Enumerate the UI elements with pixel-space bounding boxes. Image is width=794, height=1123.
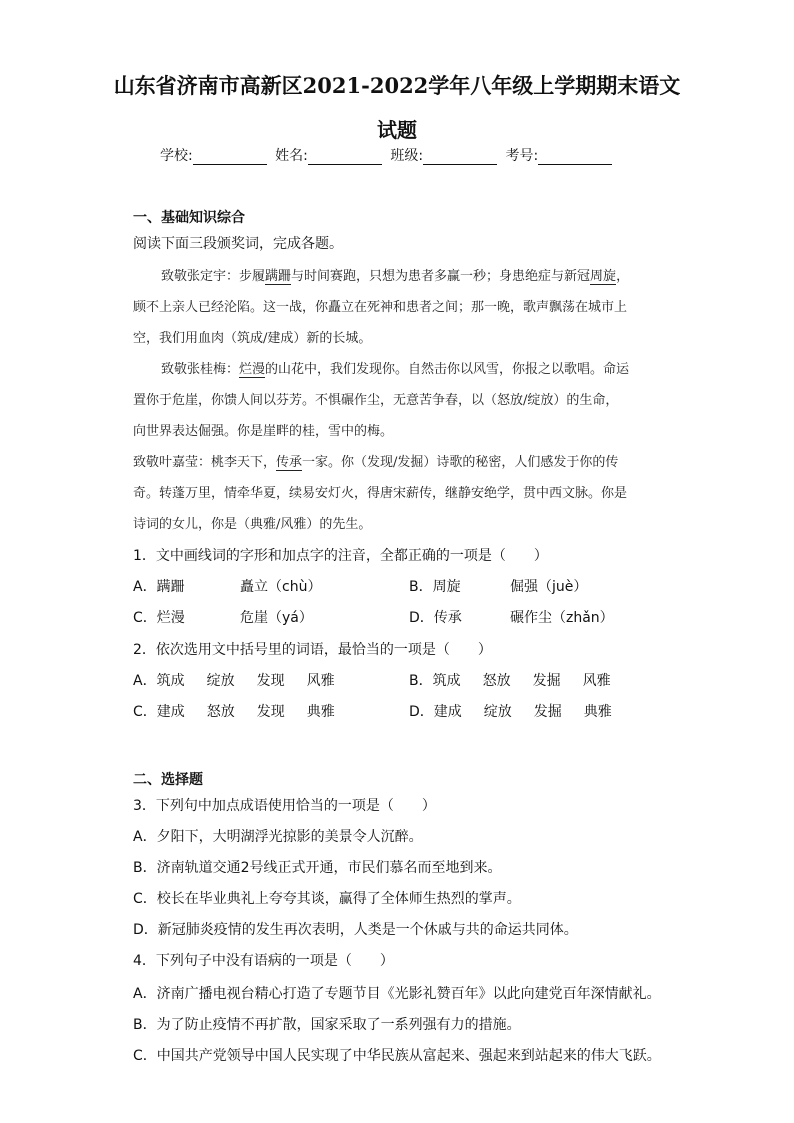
q1-option-c-pinyin: 危崖（yá） — [240, 610, 313, 626]
passage2-line3: 向世界表达倔强。你是崖畔的桂，雪中的梅。 — [133, 424, 394, 439]
q2-stem: 2．依次选用文中括号里的词语，最恰当的一项是（ ） — [133, 642, 492, 658]
q4-option-b[interactable]: B．为了防止疫情不再扩散，国家采取了一系列强有力的措施。 — [133, 1017, 521, 1033]
q1-stem: 1．文中画线词的字形和加点字的注音，全都正确的一项是（ ） — [133, 548, 548, 564]
passage1-line1: 致敬张定宇：步履蹒跚与时间赛跑，只想为患者多赢一秒；身患绝症与新冠周旋， — [161, 269, 630, 284]
q3-stem: 3．下列句中加点成语使用恰当的一项是（ ） — [133, 798, 436, 814]
passage3-line1: 致敬叶嘉莹：桃李天下，传承一家。你（发现/发掘）诗歌的秘密，人们感发于你的传 — [133, 455, 619, 470]
q2-option-d[interactable]: D．建成 绽放 发掘 典雅 — [409, 704, 612, 720]
q1-option-a-pinyin: 矗立（chù） — [240, 579, 322, 595]
q1-option-a[interactable]: A．蹒跚 — [133, 579, 185, 595]
passage1-line3: 空，我们用血肉（筑成/建成）新的长城。 — [133, 331, 372, 346]
student-info-row — [160, 145, 616, 165]
name-blank[interactable] — [308, 150, 382, 165]
q2-option-b[interactable]: B．筑成 怒放 发掘 风雅 — [409, 673, 611, 689]
passage1-line2: 顾不上亲人已经沦陷。这一战，你矗立在死神和患者之间；那一晚，歌声飘荡在城市上 — [133, 300, 628, 315]
passage2-line2: 置你于危崖，你馈人间以芬芳。不惧碾作尘，无意苦争春，以（怒放/绽放）的生命， — [133, 393, 619, 408]
section1-heading: 一、基础知识综合 — [133, 210, 245, 226]
q1-option-d[interactable]: D．传承 — [409, 610, 462, 626]
school-blank[interactable] — [193, 150, 267, 165]
q1-option-b[interactable]: B．周旋 — [409, 579, 461, 595]
school-label: 学校: — [160, 148, 193, 164]
exam-title-line2: 试题 — [377, 118, 417, 142]
q4-stem: 4．下列句子中没有语病的一项是（ ） — [133, 953, 394, 969]
q1-option-d-pinyin: 碾作尘（zhǎn） — [510, 610, 614, 626]
q3-option-a[interactable]: A．夕阳下，大明湖浮光掠影的美景令人沉醉。 — [133, 829, 423, 845]
class-blank[interactable] — [423, 150, 497, 165]
section1-intro: 阅读下面三段颁奖词，完成各题。 — [133, 236, 343, 252]
number-label: 考号: — [505, 148, 539, 164]
class-label: 班级: — [390, 148, 424, 164]
passage2-line1: 致敬张桂梅：烂漫的山花中，我们发现你。自然击你以风雪，你报之以歌唱。命运 — [161, 362, 630, 377]
section2-heading: 二、选择题 — [133, 772, 203, 788]
passage3-line2: 奇。转蓬万里，情牵华夏，续易安灯火，得唐宋薪传，继静安绝学，贯中西文脉。你是 — [133, 486, 628, 501]
name-label: 姓名: — [275, 148, 308, 164]
q4-option-a[interactable]: A．济南广播电视台精心打造了专题节目《光影礼赞百年》以此向建党百年深情献礼。 — [133, 986, 661, 1002]
q3-option-c[interactable]: C．校长在毕业典礼上夸夸其谈，赢得了全体师生热烈的掌声。 — [133, 891, 521, 907]
number-blank[interactable] — [538, 150, 612, 165]
q4-option-c[interactable]: C．中国共产党领导中国人民实现了中华民族从富起来、强起来到站起来的伟大飞跃。 — [133, 1048, 661, 1064]
q2-option-a[interactable]: A．筑成 绽放 发现 风雅 — [133, 673, 335, 689]
q2-option-c[interactable]: C．建成 怒放 发现 典雅 — [133, 704, 335, 720]
q3-option-d[interactable]: D．新冠肺炎疫情的发生再次表明，人类是一个休戚与共的命运共同体。 — [133, 922, 578, 938]
q1-option-b-pinyin: 倔强（juè） — [510, 579, 588, 595]
q1-option-c[interactable]: C．烂漫 — [133, 610, 185, 626]
exam-title-line1: 山东省济南市高新区2021-2022学年八年级上学期期末语文 — [113, 73, 681, 98]
q3-option-b[interactable]: B．济南轨道交通2号线正式开通，市民们慕名而至地到来。 — [133, 860, 502, 876]
passage3-line3: 诗词的女儿，你是（典雅/风雅）的先生。 — [133, 517, 372, 532]
